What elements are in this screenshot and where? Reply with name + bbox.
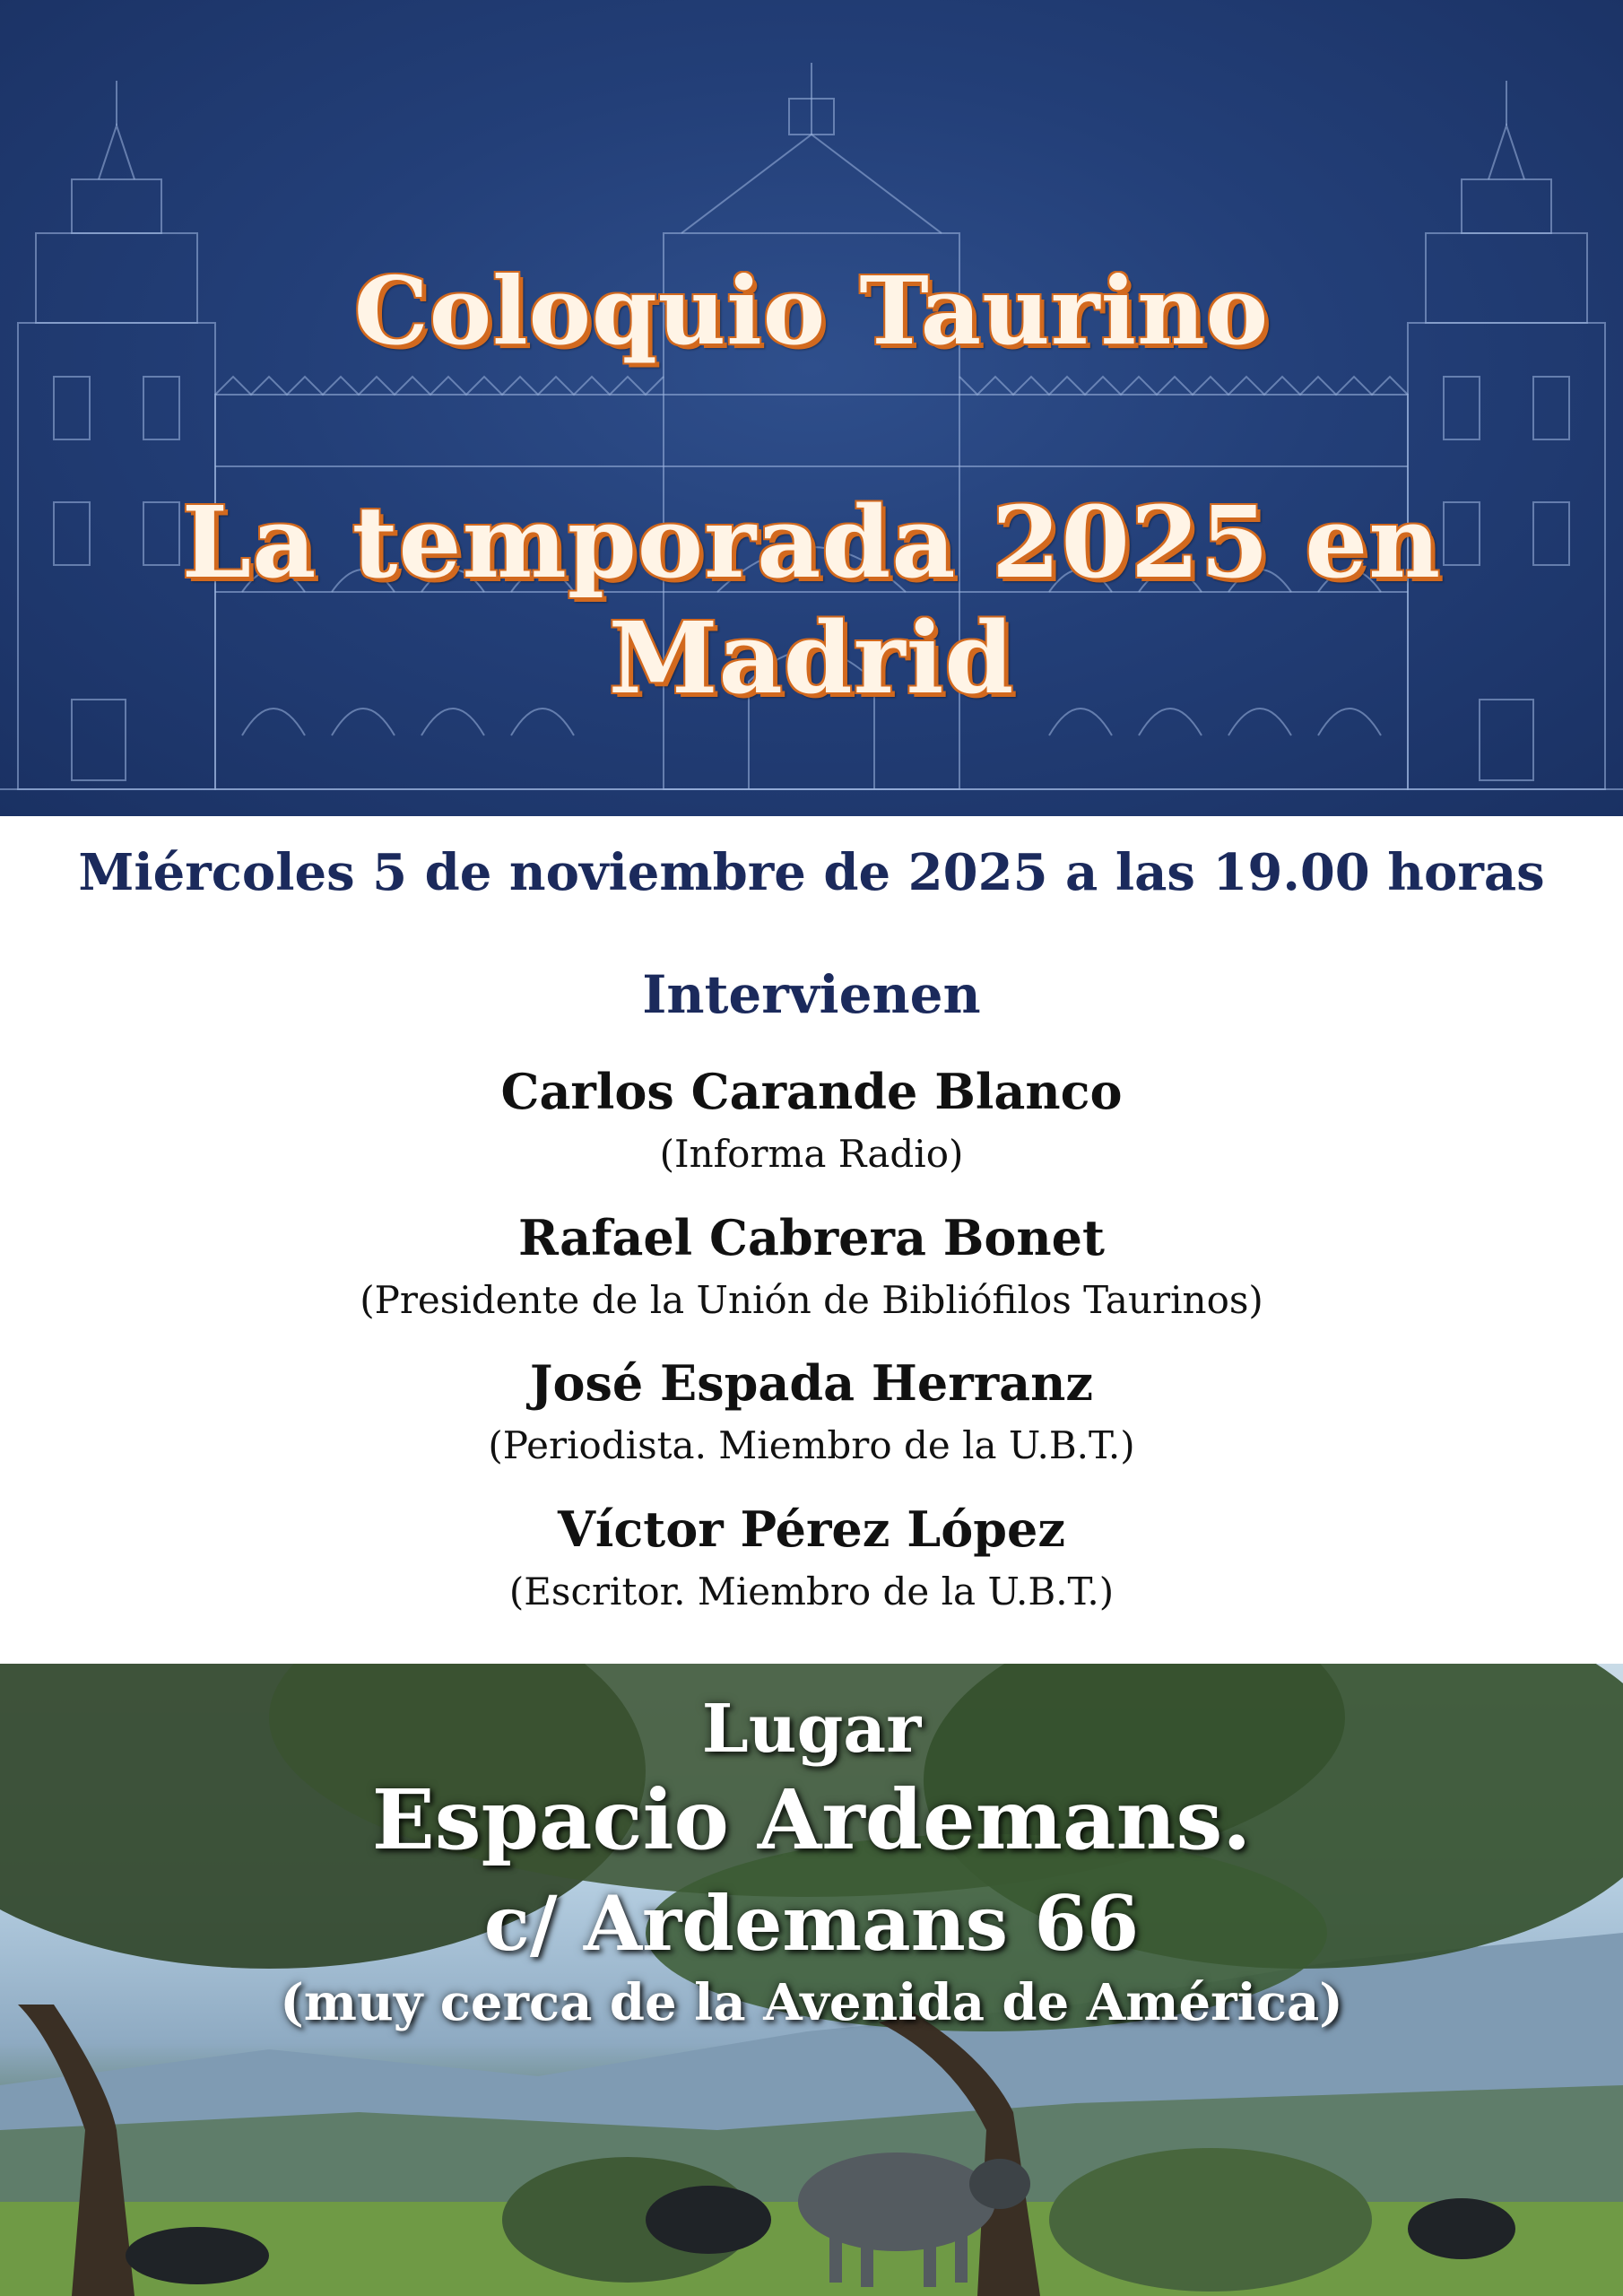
speaker-role: (Informa Radio) (659, 1132, 964, 1176)
venue-section (0, 1664, 1623, 2296)
speaker-name: Rafael Cabrera Bonet (518, 1209, 1105, 1266)
speaker-role: (Escritor. Miembro de la U.B.T.) (508, 1570, 1115, 1613)
speaker-name: Víctor Pérez López (557, 1500, 1066, 1558)
venue-note: (muy cerca de la Avenida de América) (280, 1973, 1343, 2032)
participants-heading: Intervienen (642, 964, 981, 1025)
speaker-role: (Presidente de la Unión de Bibliófilos Taurinos) (360, 1278, 1263, 1322)
venue-name: Espacio Ardemans. (371, 1771, 1252, 1868)
event-subtitle: La temporada 2025 en Madrid (181, 484, 1442, 716)
speaker-name: José Espada Herranz (529, 1354, 1094, 1412)
venue-address: c/ Ardemans 66 (483, 1879, 1140, 1968)
event-datetime: Miércoles 5 de noviembre de 2025 a las 19.00 horas (78, 843, 1545, 902)
speaker-role: (Periodista. Miembro de la U.B.T.) (488, 1423, 1135, 1467)
header-banner (0, 0, 1623, 816)
speaker-name: Carlos Carande Blanco (500, 1063, 1123, 1120)
venue-label: Lugar (701, 1691, 922, 1768)
event-title: Coloquio Taurino (353, 256, 1270, 366)
